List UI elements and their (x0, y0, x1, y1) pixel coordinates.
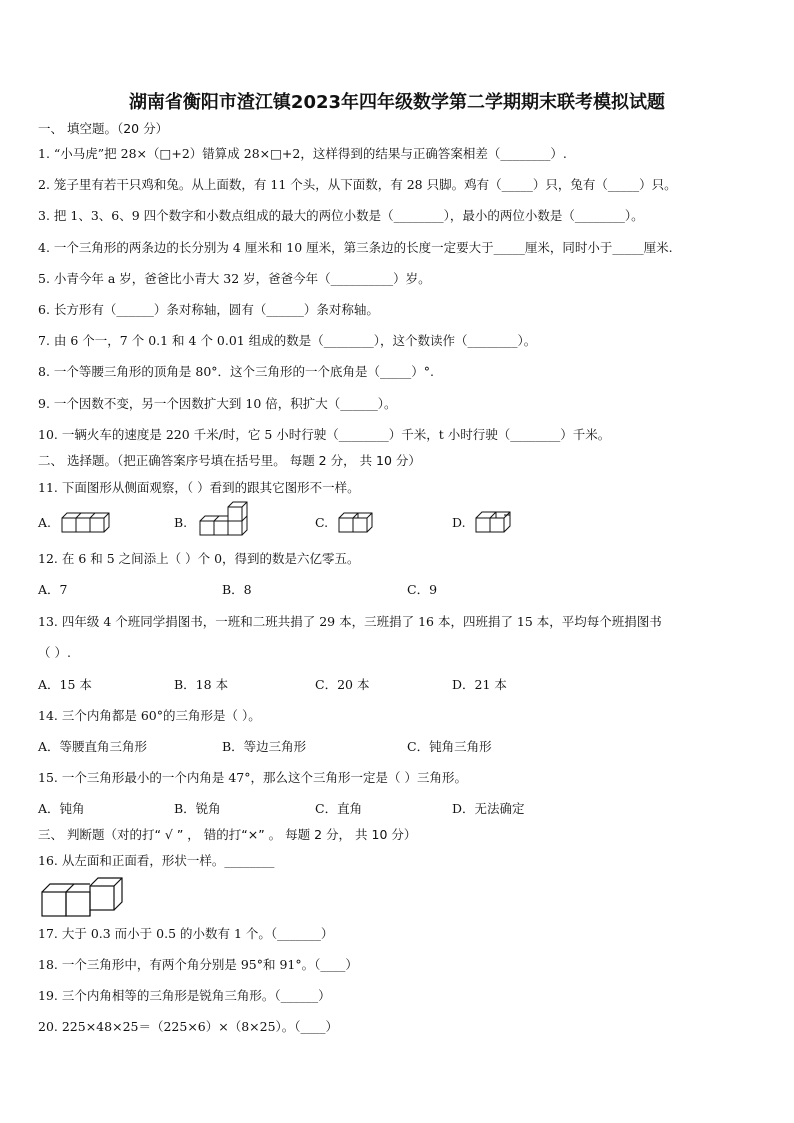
cube-figure-c (337, 509, 381, 535)
cube-figure-q16 (40, 876, 126, 918)
question-5: 5. 小青今年 a 岁，爸爸比小青大 32 岁，爸爸今年（__________）岁。 (38, 271, 431, 286)
question-3: 3. 把 1、3、6、9 四个数字和小数点组成的最大的两位小数是（________），最小的两位小数是（________）。 (38, 208, 644, 223)
q11-option-a-label: A. (38, 515, 52, 530)
question-8: 8. 一个等腰三角形的顶角是 80°．这个三角形的一个底角是（_____）°. (38, 364, 435, 379)
q14-option-a: A．等腰直角三角形 (38, 739, 148, 754)
q12-option-a: A．7 (38, 582, 68, 597)
question-18: 18. 一个三角形中，有两个角分别是 95°和 91°。（____） (38, 957, 358, 972)
q13-option-b: B．18 本 (174, 677, 229, 692)
q14-option-c: C．钝角三角形 (407, 739, 492, 754)
q11-option-c-label: C. (315, 515, 329, 530)
question-19: 19. 三个内角相等的三角形是锐角三角形。（______） (38, 988, 331, 1003)
question-13-continued: （ ）. (38, 645, 71, 660)
question-2: 2. 笼子里有若干只鸡和兔。从上面数，有 11 个头，从下面数，有 28 只脚。鸡有（_____）只，兔有（_____）只。 (38, 177, 677, 192)
cube-figure-b (198, 501, 252, 537)
question-10: 10. 一辆火车的速度是 220 千米/时，它 5 小时行驶（________）千米，t 小时行驶（________）千米。 (38, 427, 611, 442)
question-7: 7. 由 6 个一，7 个 0.1 和 4 个 0.01 组成的数是（________），这个数读作（________）。 (38, 333, 537, 348)
cube-figure-a (60, 509, 112, 535)
q13-option-a: A．15 本 (38, 677, 92, 692)
q11-option-b-label: B. (174, 515, 188, 530)
question-12: 12. 在 6 和 5 之间添上（ ）个 0，得到的数是六亿零五。 (38, 551, 360, 566)
q12-option-b: B．8 (222, 582, 252, 597)
question-9: 9. 一个因数不变，另一个因数扩大到 10 倍，积扩大（______）。 (38, 396, 397, 411)
question-17: 17. 大于 0.3 而小于 0.5 的小数有 1 个。（_______） (38, 926, 334, 941)
question-1: 1. “小马虎”把 28×（□+2）错算成 28×□+2，这样得到的结果与正确答案相差（________）. (38, 146, 567, 161)
question-20: 20. 225×48×25＝（225×6）×（8×25）。（____） (38, 1019, 339, 1034)
q14-option-b: B．等边三角形 (222, 739, 307, 754)
question-11: 11. 下面图形从侧面观察，（ ）看到的跟其它图形不一样。 (38, 480, 360, 495)
cube-figure-d (474, 509, 520, 535)
question-6: 6. 长方形有（______）条对称轴，圆有（______）条对称轴。 (38, 302, 379, 317)
q15-option-d: D．无法确定 (452, 801, 525, 816)
q15-option-c: C．直角 (315, 801, 363, 816)
section-2-heading: 二、 选择题。（把正确答案序号填在括号里。 每题 2 分， 共 10 分） (38, 453, 421, 468)
q13-option-c: C．20 本 (315, 677, 370, 692)
q15-option-a: A．钝角 (38, 801, 85, 816)
q12-option-c: C．9 (407, 582, 438, 597)
section-1-heading: 一、 填空题。（20 分） (38, 121, 169, 136)
page-title: 湖南省衡阳市渣江镇2023年四年级数学第二学期期末联考模拟试题 (128, 92, 666, 113)
q15-option-b: B．锐角 (174, 801, 221, 816)
question-16: 16. 从左面和正面看，形状一样。________ (38, 853, 275, 868)
question-14: 14. 三个内角都是 60°的三角形是（ ）。 (38, 708, 261, 723)
question-4: 4. 一个三角形的两条边的长分别为 4 厘米和 10 厘米，第三条边的长度一定要大于_____厘米，同时小于_____厘米. (38, 240, 673, 255)
question-15: 15. 一个三角形最小的一个内角是 47°，那么这个三角形一定是（ ）三角形。 (38, 770, 467, 785)
question-13: 13. 四年级 4 个班同学捐图书，一班和二班共捐了 29 本，三班捐了 16 本，四班捐了 15 本，平均每个班捐图书 (38, 614, 662, 629)
section-3-heading: 三、 判断题（对的打“ √ ” ， 错的打“×” 。 每题 2 分， 共 10 分） (38, 827, 417, 842)
q13-option-d: D．21 本 (452, 677, 507, 692)
q11-option-d-label: D. (452, 515, 466, 530)
